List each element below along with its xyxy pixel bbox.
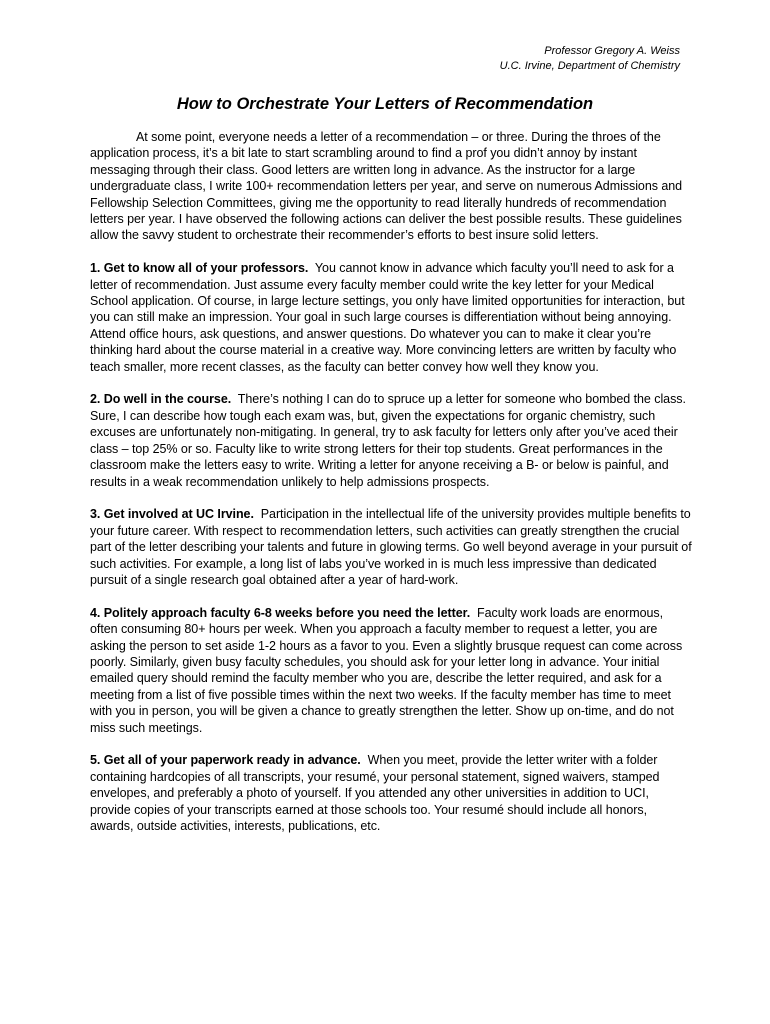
section-paragraph-1 xyxy=(90,260,692,375)
section-text-5: When you meet, provide the letter writer with a folder containing hardcopies of all transcripts, your resumé, your personal statement, signed waivers, stamped envelopes, and preferably a photo of yourself. If you attended any other universities in addition to UCI, provide copies of your transcripts earned at those schools too. Your resumé should include all honors, awards, outside activities, interests, publications, etc. xyxy=(90,753,660,833)
section-heading-3: 3. Get involved at UC Irvine. xyxy=(90,507,254,522)
section-text-3: Participation in the intellectual life of the university provides multiple benefits to your future career. With respect to recommendation letters, such activities can greatly strengthen the crucial part of the letter describing your talents and future in glowing terms. Go well beyond average in your pursuit of such activities. For example, a long list of labs you’ve worked in is much less impressive than dedicated pursuit of a single research goal obtained after a year of hard-work. xyxy=(90,507,692,587)
section-text-1: You cannot know in advance which faculty you’ll need to ask for a letter of recommendation. Just assume every faculty member could write the key letter for your Medical School application. Of course, in large lecture settings, you only have limited opportunities for interaction, but you can still make an impression. Your goal in such large courses is differentiation without being annoying. Attend office hours, ask questions, and answer questions. Do whatever you can to make it clear you’re thinking hard about the course material in a creative way. More convincing letters are written by faculty who teach smaller, more recent classes, as the faculty can better convey how well they know you. xyxy=(90,261,685,374)
section-heading-1: 1. Get to know all of your professors. xyxy=(90,261,309,276)
section-paragraph-4 xyxy=(90,605,692,736)
section-text-2: There’s nothing I can do to spruce up a letter for someone who bombed the class. Sure, I can describe how tough each exam was, but, given the expectations for organic chemistry, such excuses are unfortunately non-mitigating. In general, try to ask faculty for letters only after you’ve aced their class – top 25% or so. Faculty like to write strong letters for their top students. Great performances in the classroom make the letters easy to write. Writing a letter for anyone receiving a B- or below is painful, and results in a weak recommendation unlikely to help admissions prospects. xyxy=(90,392,686,489)
section-paragraph-3 xyxy=(90,506,692,588)
section-text-4: Faculty work loads are enormous, often consuming 80+ hours per week. When you approach a faculty member to request a letter, you are asking the person to set aside 1-2 hours as a favor to you. Even a slightly brusque request can come across poorly. Similarly, given busy faculty schedules, you should ask for your letter long in advance. Your initial emailed query should remind the faculty member who you are, describe the letter required, and ask for a meeting from a list of five possible times within the next two weeks. If the faculty member has time to meet with you in person, you will be given a chance to greatly strengthen the letter. Show up on-time, and do not miss such meetings. xyxy=(90,605,683,735)
section-heading-2: 2. Do well in the course. xyxy=(90,392,232,407)
document-body xyxy=(90,129,692,851)
intro-paragraph: At some point, everyone needs a letter of a recommendation – or three. During the throes of the application process, it’s a bit late to start scrambling around to find a prof you didn’t annoy by instant messaging through their class. Good letters are written long in advance. As the instructor for a large undergraduate class, I write 100+ recommendation letters per year, and serve on numerous Admissions and Fellowship Selection Committees, giving me the opportunity to read literally hundreds of recommendation letters per year. I have observed the following actions can deliver the best possible results. These guidelines allow the savvy student to orchestrate their recommender’s efforts to best insure solid letters. xyxy=(90,130,683,243)
author-name: Professor Gregory A. Weiss xyxy=(544,45,680,57)
section-heading-5: 5. Get all of your paperwork ready in advance. xyxy=(90,753,361,768)
section-heading-4: 4. Politely approach faculty 6-8 weeks before you need the letter. xyxy=(90,605,471,620)
document-title: How to Orchestrate Your Letters of Recommendation xyxy=(176,95,594,113)
author-affiliation: U.C. Irvine, Department of Chemistry xyxy=(499,60,680,72)
section-paragraph-5 xyxy=(90,752,692,834)
author-header xyxy=(500,44,680,74)
section-paragraph-2 xyxy=(90,391,692,489)
